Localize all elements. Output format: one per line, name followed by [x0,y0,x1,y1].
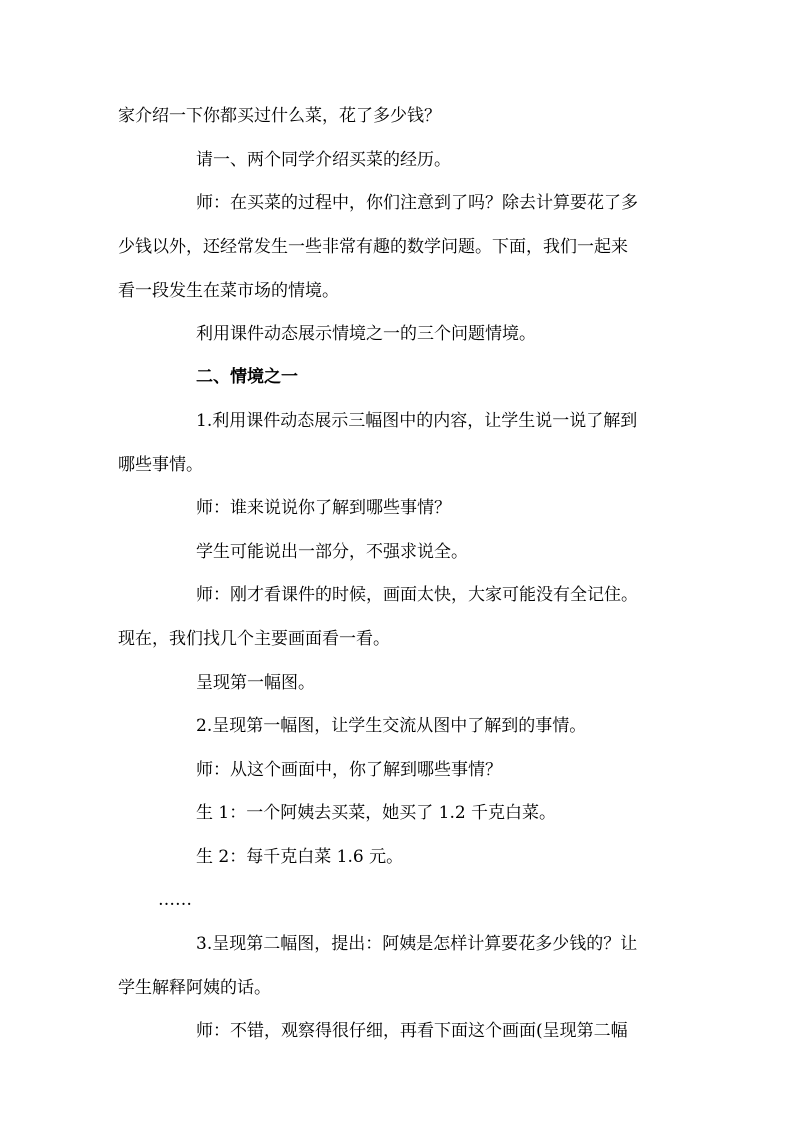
text-line: 利用课件动态展示情境之一的三个问题情境。 [196,324,536,344]
text-line: 看一段发生在菜市场的情境。 [118,281,339,301]
text-line: 师：从这个画面中，你了解到哪些事情？ [196,760,502,780]
text-line: 呈现第一幅图。 [196,673,315,693]
text-line: 家介绍一下你都买过什么菜，花了多少钱？ [118,106,441,126]
text-line: 2.呈现第一幅图，让学生交流从图中了解到的事情。 [196,716,587,736]
section-heading: 二、情境之一 [196,367,298,387]
text-line: 学生可能说出一部分，不强求说全。 [196,542,468,562]
text-line: 生 1：一个阿姨去买菜，她买了 1.2 千克白菜。 [196,803,557,823]
text-line: 师：不错，观察得很仔细，再看下面这个画面(呈现第二幅 [196,1021,628,1041]
text-line: 1.利用课件动态展示三幅图中的内容，让学生说一说了解到 [196,411,638,431]
text-line: 少钱以外，还经常发生一些非常有趣的数学问题。下面，我们一起来 [118,237,628,257]
text-line: 师：在买菜的过程中，你们注意到了吗？除去计算要花了多 [196,193,638,213]
text-line: 现在，我们找几个主要画面看一看。 [118,629,390,649]
text-line: 生 2：每千克白菜 1.6 元。 [196,847,404,867]
text-line: 学生解释阿姨的话。 [118,978,271,998]
text-line: 3.呈现第二幅图，提出：阿姨是怎样计算要花多少钱的？让 [196,934,638,954]
ellipsis: …… [158,890,192,910]
text-line: 师：刚才看课件的时候，画面太快，大家可能没有全记住。 [196,585,638,605]
text-line: 哪些事情。 [118,455,203,475]
text-line: 师：谁来说说你了解到哪些事情？ [196,498,451,518]
text-line: 请一、两个同学介绍买菜的经历。 [196,150,451,170]
